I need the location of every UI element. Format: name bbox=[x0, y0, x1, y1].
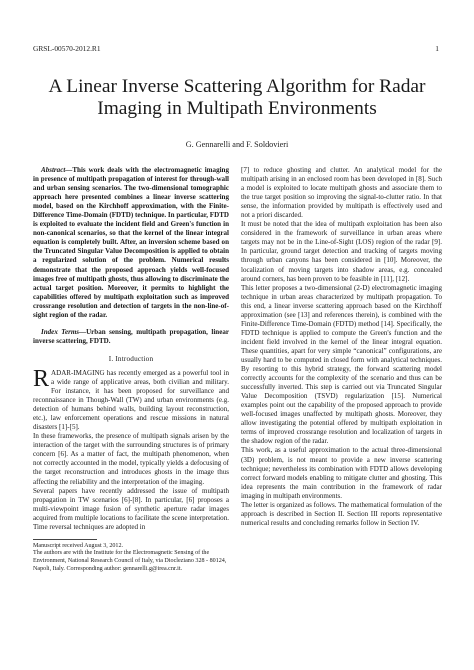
left-column bbox=[33, 166, 229, 573]
index-terms-text: Urban sensing, multipath propagation, linear inverse scattering, FDTD. bbox=[33, 327, 229, 345]
abstract bbox=[33, 166, 229, 320]
paper-title: A Linear Inverse Scattering Algorithm for Radar Imaging in Multipath Environments bbox=[48, 76, 426, 119]
intro-paragraph-3: Several papers have recently addressed the issue of multipath propagation in TW scenarios [6]-[8]. In particular, [6] proposes a multi-viewpoint image fusion of synthetic aperture radar images acquired from multiple locations to facilitate the scene interpretation. Time reversal techniques are adopted in bbox=[33, 486, 229, 531]
right-paragraph-5: The letter is organized as follows. The mathematical formulation of the approach is described in Section II. Section III reports representative numerical results and concluding remarks follow in Section IV. bbox=[241, 500, 442, 527]
intro-paragraph-1-text: ADAR-IMAGING has recently emerged as a powerful tool in a wide range of applicative areas, both civilian and military. For instance, it has been proposed for surveillance and reconnaissance in Though-Wall (TW) and urban environments (e.g. detection of humans behind walls, building layout reconstruction, etc.), law enforcement operations and rescue missions in natural disasters [1]-[5]. bbox=[33, 368, 229, 432]
abstract-text: This work deals with the electromagnetic imaging in presence of multipath propagation of interest for through-wall and urban sensing scenarios. The two-dimensional tomographic approach here presented combines a linear inverse scattering model, based on the Kirchhoff approximation, with the Finite-Difference Time-Domain (FDTD) technique. In particular, FDTD is exploited to evaluate the incident field and Green's function in non-canonical scenarios, so that the kernel of the linear integral equation is completely built. After, an inversion scheme based on the Truncated Singular Value Decomposition is applied to obtain a regularized solution of the problem. Numerical results demonstrate that the proposed approach yields well-focused images free of multipath ghosts, thus allowing to discriminate the actual target position. Moreover, it permits to highlight the capabilities offered by multipath exploitation such as improved crossrange resolution and detection of targets in the non-line-of-sight region of the radar. bbox=[33, 166, 229, 319]
intro-paragraph-1 bbox=[33, 365, 229, 432]
page-number: 1 bbox=[435, 44, 439, 53]
footnote-divider bbox=[33, 539, 97, 540]
manuscript-id: GRSL-00570-2012.R1 bbox=[33, 44, 101, 53]
footnote-affiliation: The authors are with the Institute for the Electromagnetic Sensing of the Environment, National Research Council of Italy, via Diocleziano 328 - 80124, Napoli, Italy. Corresponding author: gennarelli.g@irea.cnr.it. bbox=[33, 550, 227, 572]
intro-paragraph-2: In these frameworks, the presence of multipath signals arisen by the interaction of the target with the surrounding structures is of primary concern [6]. As a matter of fact, the multipath phenomenon, when not correctly accounted in the model, typically yields a defocusing of the target reconstruction and introduces ghosts in the image thus affecting the reliability and the interpretation of the imaging. bbox=[33, 432, 229, 486]
index-terms bbox=[33, 328, 229, 346]
right-paragraph-3: This letter proposes a two-dimensional (2-D) electromagnetic imaging technique in urban areas characterized by multipath propagation. To this end, a linear inverse scattering approach based on the Kirchhoff approximation (see [13] and references therein), is combined with the Finite-Difference Time-Domain (FDTD) method [14]. Specifically, the FDTD technique is applied to compute the Green's function and the incident field involved in the kernel of the linear integral equation. These quantities, apart for very simple “canonical” configurations, are usually hard to be computed in closed form with analytical techniques. By resorting to this hybrid strategy, the forward scattering model correctly accounts for the complexity of the scenario and thus can be successfully inverted. This step is carried out via Truncated Singular Value Decomposition (TSVD) regularization [15]. Numerical examples point out the capability of the proposed approach to provide well-focused images unaffected by multipath ghosts. Moreover, they allow investigating the potential offered by multipath exploitation in terms of improved crossrange resolution and localization of targets in the shadow region of the radar. bbox=[241, 283, 442, 446]
abstract-label: Abstract— bbox=[41, 166, 73, 174]
index-terms-label: Index Terms— bbox=[41, 327, 87, 336]
footnote bbox=[33, 543, 229, 573]
footnote-received: Manuscript received August 3, 2012. bbox=[33, 542, 124, 549]
right-paragraph-2: It must be noted that the idea of multipath exploitation has been also considered in the framework of surveillance in urban areas where targets may not be in the Line-of-Sight (LOS) region of the radar [9]. In particular, ground target detection and tracking of targets moving through urban canyons has been considered in [10]. Moreover, the localization of moving targets into shadow areas, e.g. concealed around corners, has been proven to be feasible in [11], [12]. bbox=[241, 220, 442, 283]
right-column bbox=[241, 166, 442, 528]
right-paragraph-1: [7] to reduce ghosting and clutter. An analytical model for the multipath arising in an enclosed room has been developed in [8]. Such a model is exploited to locate multipath ghosts and associate them to the true target position so improving the signal-to-clutter ratio. In that sense, the information provided by multipath is effectively used and not a priori discarded. bbox=[241, 166, 442, 220]
dropcap-letter: R bbox=[33, 365, 50, 392]
right-paragraph-4: This work, as a useful approximation to the actual three-dimensional (3D) problem, is not meant to provide a new inverse scattering technique; nevertheless its combination with FDTD allows developing correct forward models enabling to mitigate clutter and ghosting. This idea represents the main contribution in the framework of radar imaging in multipath environments. bbox=[241, 446, 442, 500]
section-heading-introduction: I. Introduction bbox=[108, 354, 154, 363]
paper-authors: G. Gennarelli and F. Soldovieri bbox=[185, 140, 289, 149]
